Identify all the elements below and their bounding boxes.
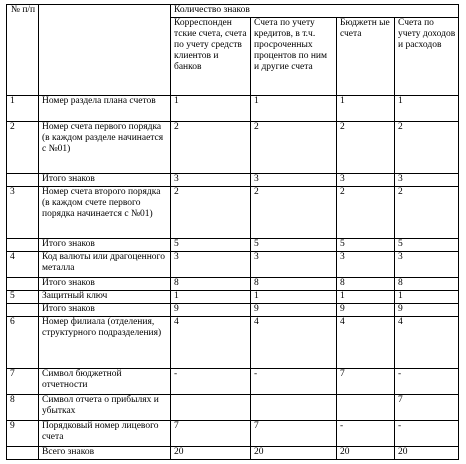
row-name-cell: Символ бюджетной отчетности [39,369,171,395]
table-row [7,317,459,369]
correspondent-value-cell: 7 [171,421,251,447]
correspondent-value-cell: 2 [171,122,251,174]
credit-value-cell: 1 [251,291,337,304]
budget-value-cell: 1 [337,96,395,122]
table-row [7,395,459,421]
count-header: Количество знаков [171,5,459,18]
budget-value-cell: 1 [337,291,395,304]
budget-value-cell: 5 [337,239,395,252]
row-name-cell: Всего знаков [39,447,171,460]
correspondent-value-cell: 2 [171,187,251,239]
income-value-cell: - [395,369,459,395]
credit-value-cell: 5 [251,239,337,252]
budget-value-cell: 2 [337,122,395,174]
correspondent-value-cell: 20 [171,447,251,460]
credit-value-cell: 3 [251,252,337,278]
column-header-correspondent: Корреспонден тские счета, счета по учету средств клиентов и банков [171,18,251,96]
budget-value-cell [337,395,395,421]
budget-value-cell: 3 [337,174,395,187]
row-number-cell [7,278,39,291]
credit-value-cell: 2 [251,122,337,174]
table-row [7,96,459,122]
income-value-cell: 9 [395,304,459,317]
row-name-cell: Защитный ключ [39,291,171,304]
correspondent-value-cell: 8 [171,278,251,291]
table-row [7,421,459,447]
row-name-cell: Символ отчета о прибылях и убытках [39,395,171,421]
correspondent-value-cell [171,395,251,421]
income-value-cell: 20 [395,447,459,460]
budget-value-cell: - [337,421,395,447]
correspondent-value-cell: 9 [171,304,251,317]
row-name-cell: Порядковый номер лицевого счета [39,421,171,447]
income-value-cell: 3 [395,174,459,187]
income-value-cell: 2 [395,187,459,239]
table-row [7,369,459,395]
income-value-cell: 1 [395,96,459,122]
row-number-cell [7,304,39,317]
income-value-cell: 3 [395,252,459,278]
number-header: № п/п [7,5,39,96]
row-number-cell: 4 [7,252,39,278]
credit-value-cell: 2 [251,187,337,239]
income-value-cell: 7 [395,395,459,421]
income-value-cell: 4 [395,317,459,369]
credit-value-cell: 8 [251,278,337,291]
row-name-cell: Итого знаков [39,278,171,291]
row-name-cell: Код валюты или драгоценного металла [39,252,171,278]
credit-value-cell: 7 [251,421,337,447]
row-number-cell: 9 [7,421,39,447]
column-header-budget: Бюджетн ые счета [337,18,395,96]
income-value-cell: 1 [395,291,459,304]
row-number-cell: 5 [7,291,39,304]
table-row [7,239,459,252]
table-row [7,187,459,239]
table-row [7,304,459,317]
table-row [7,447,459,460]
column-header-income: Счета по учету доходов и расходов [395,18,459,96]
income-value-cell: 2 [395,122,459,174]
correspondent-value-cell: 1 [171,291,251,304]
budget-value-cell: 8 [337,278,395,291]
correspondent-value-cell: 3 [171,174,251,187]
credit-value-cell: 20 [251,447,337,460]
table-row [7,291,459,304]
correspondent-value-cell: - [171,369,251,395]
budget-value-cell: 7 [337,369,395,395]
budget-value-cell: 3 [337,252,395,278]
credit-value-cell: 3 [251,174,337,187]
credit-value-cell [251,395,337,421]
budget-value-cell: 20 [337,447,395,460]
table-row [7,252,459,278]
credit-value-cell: 9 [251,304,337,317]
budget-value-cell: 4 [337,317,395,369]
credit-value-cell: 1 [251,96,337,122]
row-number-cell: 2 [7,122,39,174]
table-row [7,278,459,291]
row-number-cell: 6 [7,317,39,369]
income-value-cell: - [395,421,459,447]
income-value-cell: 5 [395,239,459,252]
credit-value-cell: 4 [251,317,337,369]
row-number-cell [7,447,39,460]
income-value-cell: 8 [395,278,459,291]
name-header [39,5,171,96]
correspondent-value-cell: 3 [171,252,251,278]
row-number-cell: 8 [7,395,39,421]
table-row [7,174,459,187]
row-name-cell: Итого знаков [39,239,171,252]
row-name-cell: Итого знаков [39,304,171,317]
budget-value-cell: 2 [337,187,395,239]
row-name-cell: Номер раздела плана счетов [39,96,171,122]
account-digits-table [6,4,459,460]
row-number-cell [7,174,39,187]
table-row [7,122,459,174]
column-header-credit: Счета по учету кредитов, в т.ч. просроченных процентов по ним и другие счета [251,18,337,96]
correspondent-value-cell: 4 [171,317,251,369]
row-number-cell: 1 [7,96,39,122]
correspondent-value-cell: 5 [171,239,251,252]
row-name-cell: Итого знаков [39,174,171,187]
row-number-cell [7,239,39,252]
correspondent-value-cell: 1 [171,96,251,122]
row-name-cell: Номер счета первого порядка (в каждом разделе начинается с №01) [39,122,171,174]
budget-value-cell: 9 [337,304,395,317]
row-number-cell: 7 [7,369,39,395]
row-name-cell: Номер счета второго порядка (в каждом счете первого порядка начинается с №01) [39,187,171,239]
row-name-cell: Номер филиала (отделения, структурного подразделения) [39,317,171,369]
credit-value-cell: - [251,369,337,395]
row-number-cell: 3 [7,187,39,239]
